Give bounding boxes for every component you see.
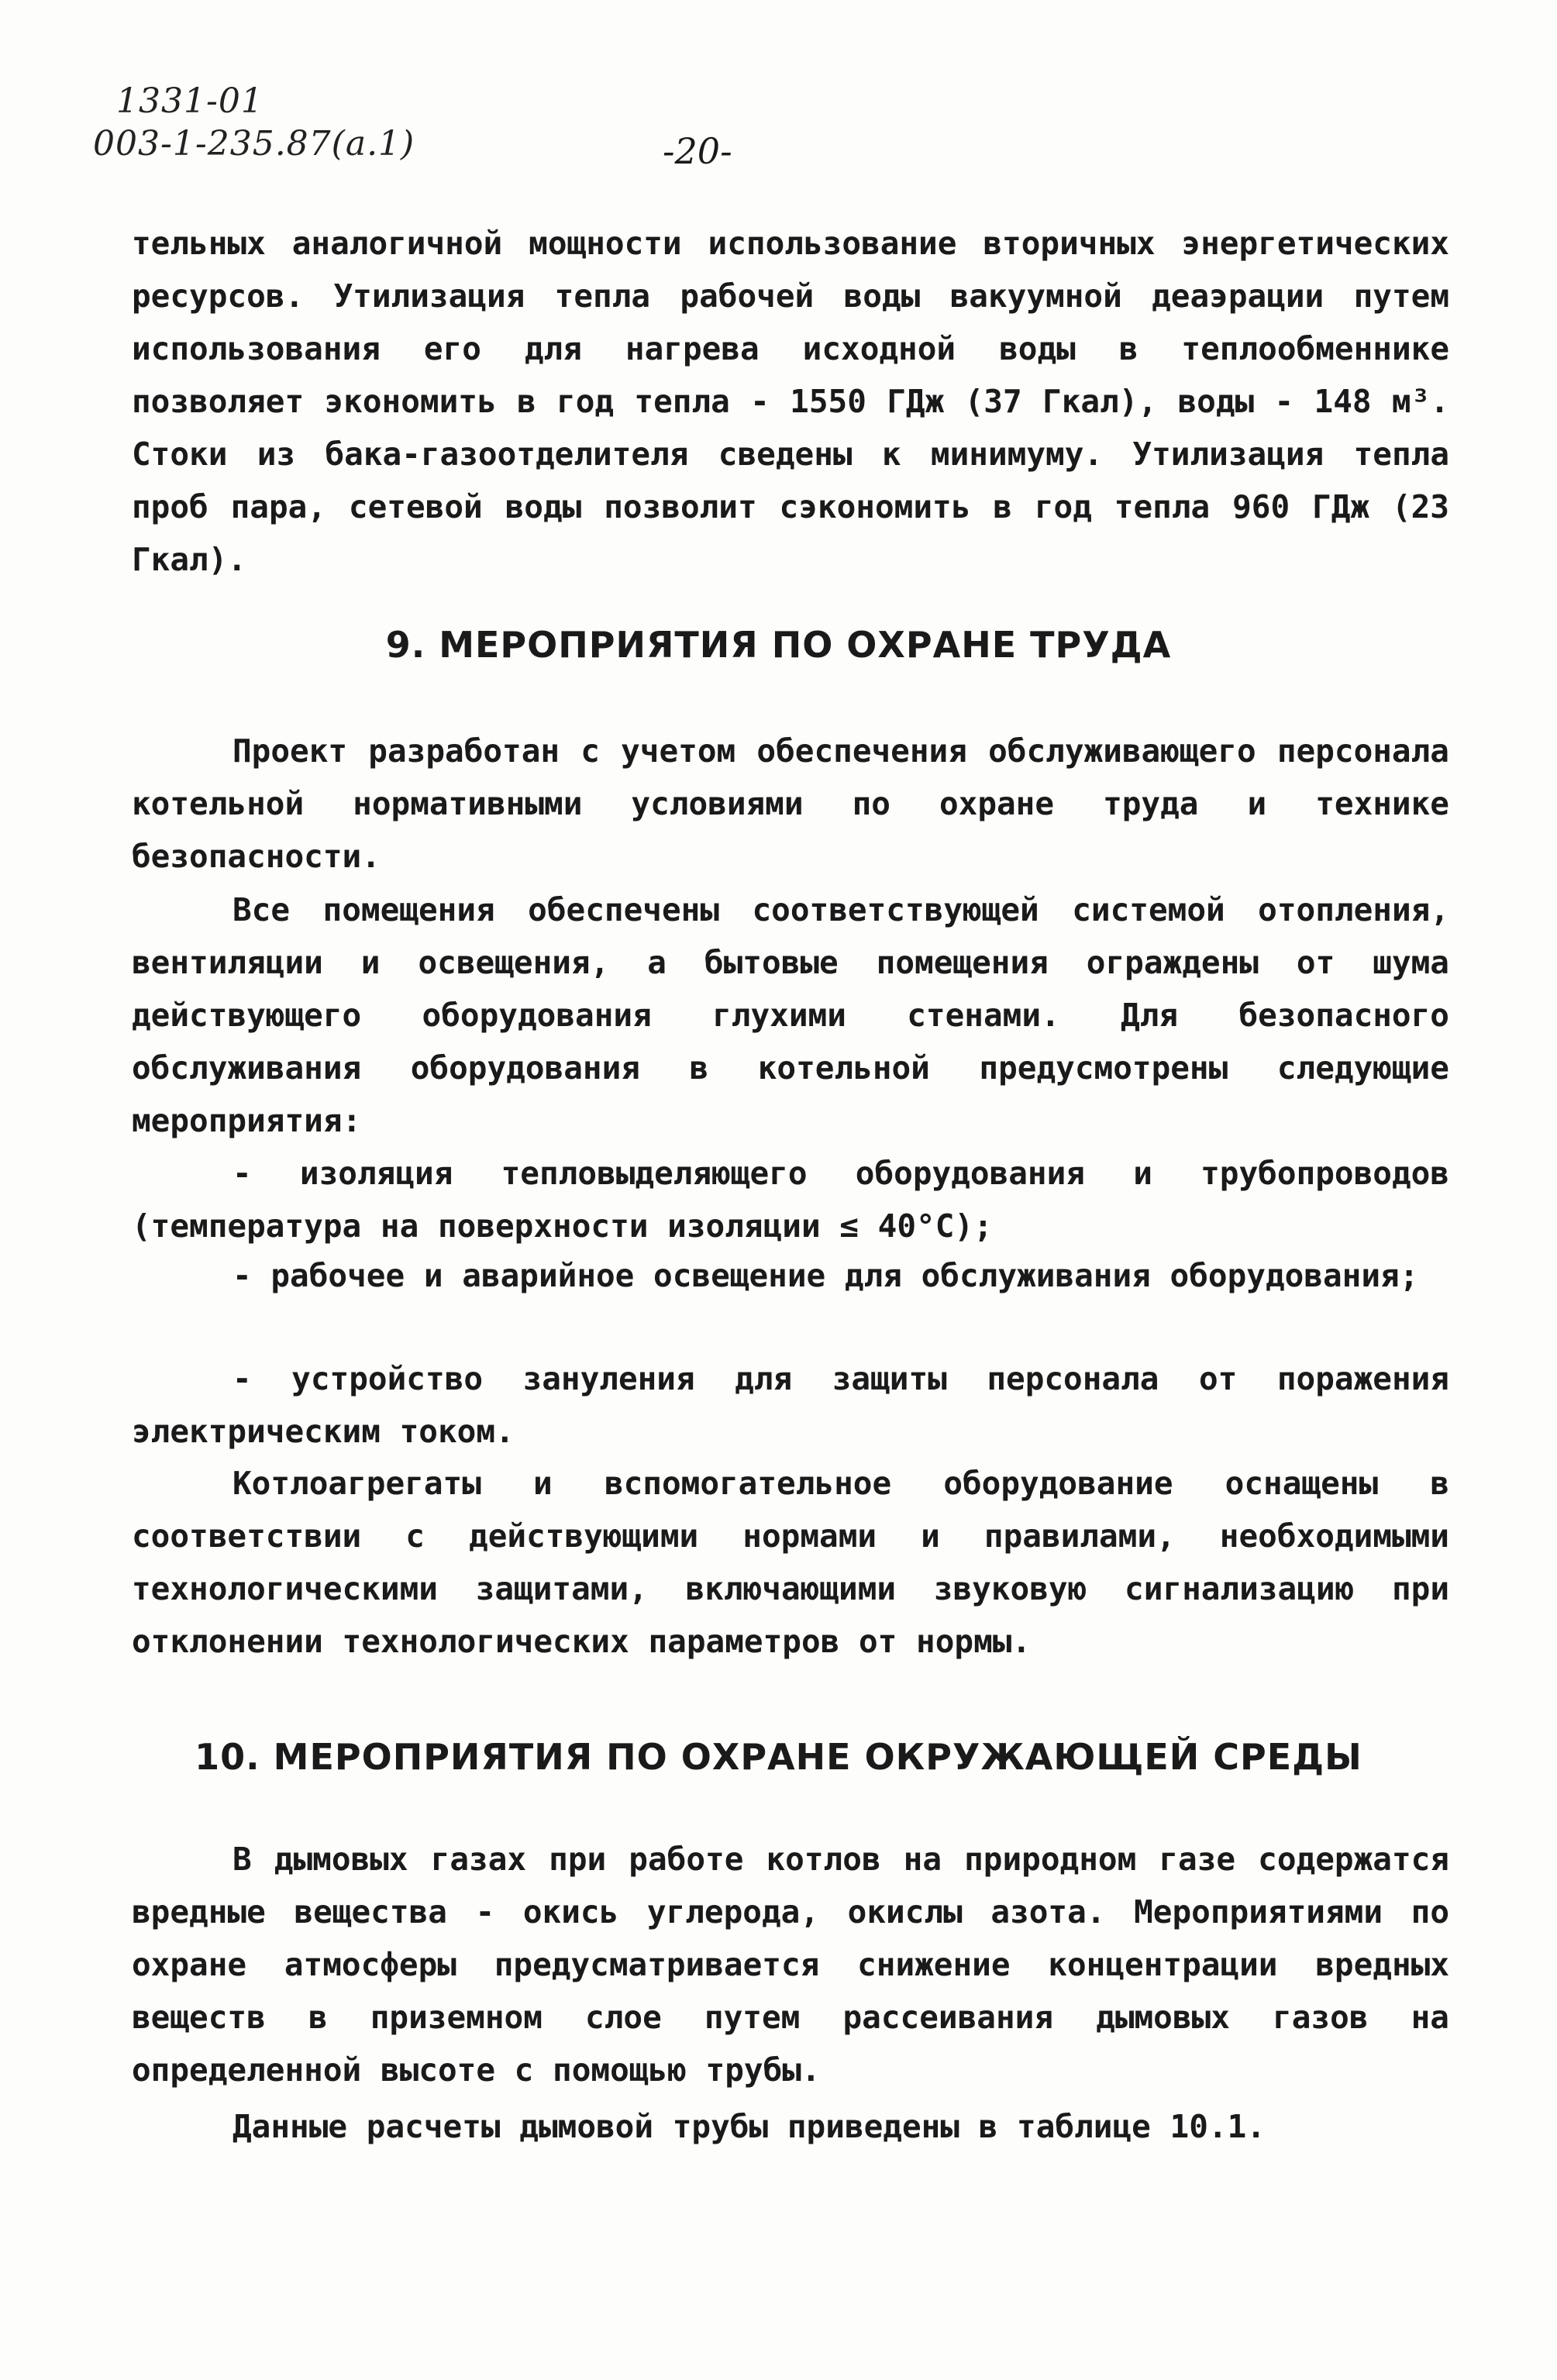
section9-item1: - изоляция тепловыделяющего оборудования и трубопроводов (температура на поверхности изоляции ≤ 40°С);	[132, 1155, 1449, 1245]
section9-para1: Проект разработан с учетом обеспечения обслуживающего персонала котельной нормативными условиями по охране труда и технике безопасности.	[132, 732, 1449, 875]
section10-para1: В дымовых газах при работе котлов на природном газе содержатся вредные вещества - окись углерода, окислы азота. Мероприятиями по охране атмосферы предусматривается снижение концентрации вредных веществ в приземном слое путем рассеивания дымовых газов на определенной высоте с помощью трубы.	[132, 1841, 1449, 2089]
section9-item2: - рабочее и аварийное освещение для обслуживания оборудования;	[233, 1257, 1419, 1294]
handwritten-code-line1: 1331-01	[116, 81, 264, 121]
section9-item3: - устройство зануления для защиты персонала от поражения электрическим током.	[132, 1360, 1449, 1450]
page-number: -20-	[663, 130, 732, 172]
section10-para2: Данные расчеты дымовой трубы приведены в таблице 10.1.	[233, 2108, 1266, 2145]
intro-paragraph: тельных аналогичной мощности использование вторичных энергетических ресурсов. Утилизация тепла рабочей воды вакуумной деаэрации путем использования его для нагрева исходной воды в теплообменнике позволяет экономить в год тепла - 1550 ГДж (37 Гкал), воды - 148 м³. Стоки из бака-газоотделителя сведены к минимуму. Утилизация тепла проб пара, сетевой воды позволит сэкономить в год тепла 960 ГДж (23 Гкал).	[132, 225, 1449, 578]
section9-para2: Все помещения обеспечены соответствующей системой отопления, вентиляции и освещения, а бытовые помещения ограждены от шума действующего оборудования глухими стенами. Для безопасного обслуживания оборудования в котельной предусмотрены следующие мероприятия:	[132, 891, 1449, 1139]
section9-para3: Котлоагрегаты и вспомогательное оборудование оснащены в соответствии с действующими нормами и правилами, необходимыми технологическими защитами, включающими звуковую сигнализацию при отклонении технологических параметров от нормы.	[132, 1465, 1449, 1660]
section10-heading: 10. МЕРОПРИЯТИЯ ПО ОХРАНЕ ОКРУЖАЮЩЕЙ СРЕДЫ	[195, 1736, 1362, 1778]
handwritten-code-line2: 003-1-235.87(а.1)	[93, 124, 415, 164]
section9-heading: 9. МЕРОПРИЯТИЯ ПО ОХРАНЕ ТРУДА	[385, 624, 1172, 666]
